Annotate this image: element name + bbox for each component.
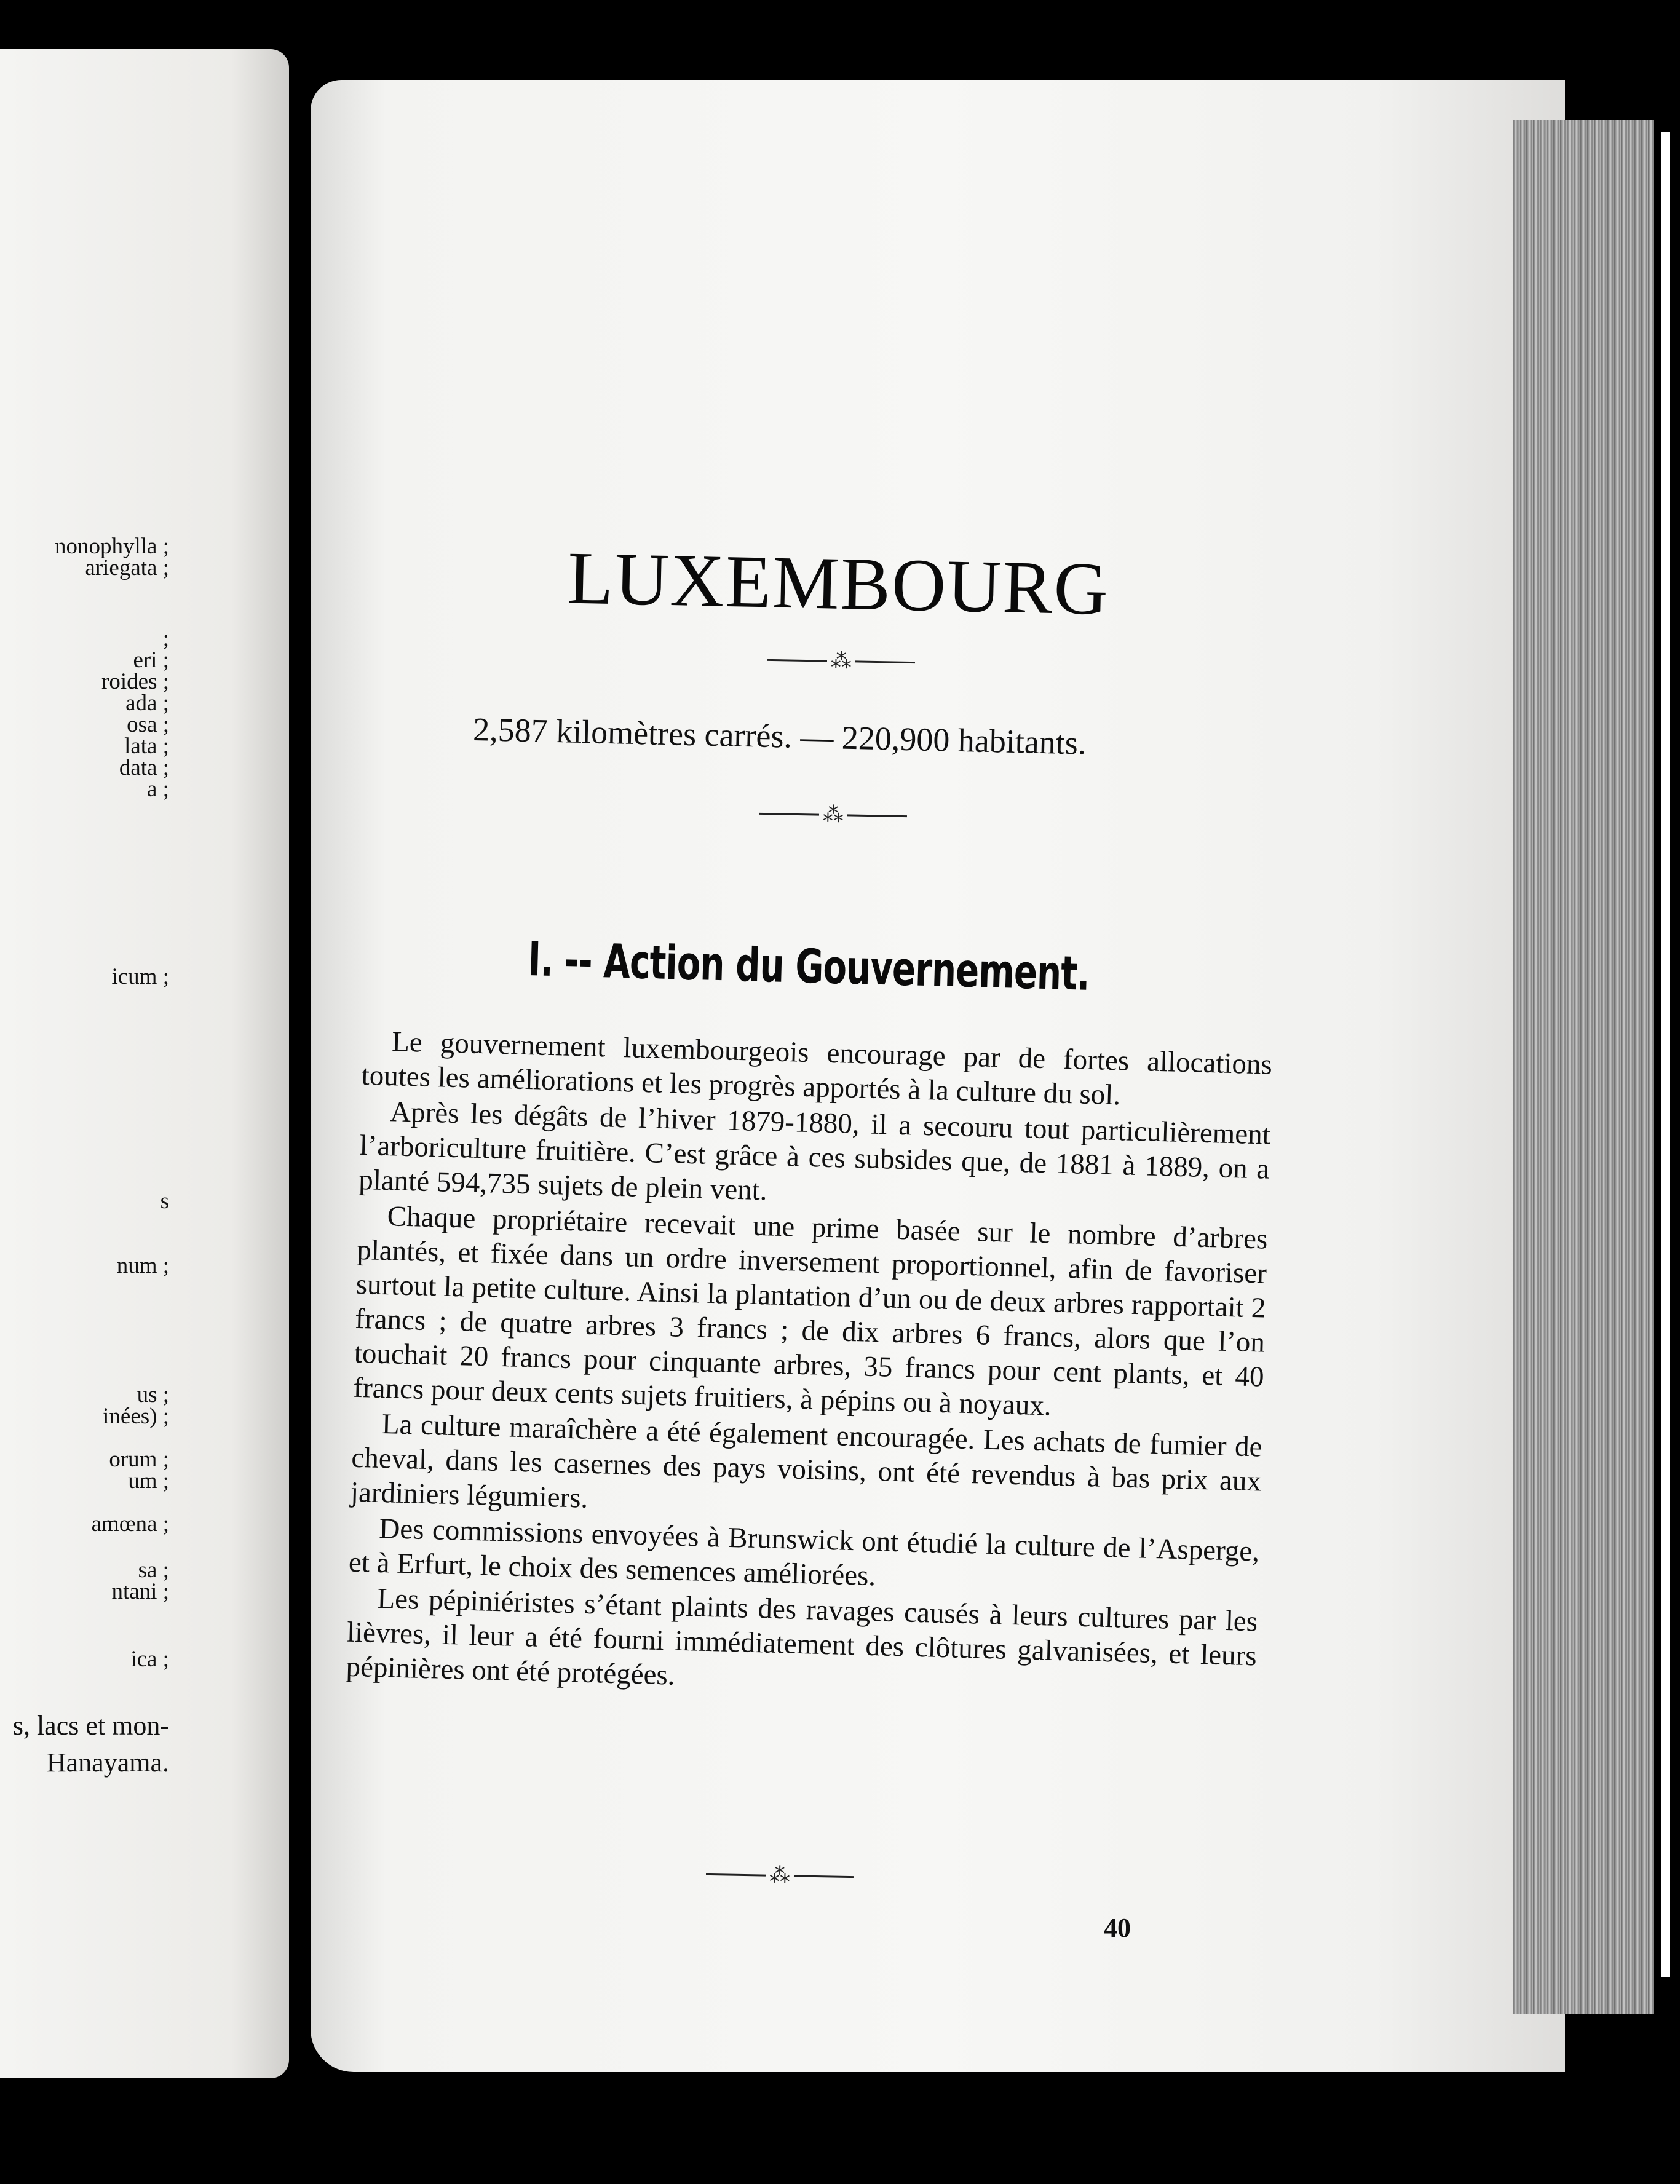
- left-page-fragment: orum ;: [109, 1447, 169, 1472]
- paragraph: Le gouvernement luxembourgeois encourage par de fortes allocations toutes les améliorations et les progrès apportés à la culture du sol.: [361, 1026, 1273, 1112]
- paragraph: Des commissions envoyées à Brunswick ont étudié la culture de l’Asperge, et à Erfurt, le choix des semences améliorées.: [348, 1512, 1260, 1593]
- left-page-fragment: um ;: [128, 1468, 169, 1494]
- left-page-fragment: s: [160, 1189, 169, 1214]
- page-subtitle: 2,587 kilomètres carrés. — 220,900 habitants.: [472, 710, 1087, 762]
- left-page-fragment: ariegata ;: [85, 555, 169, 580]
- left-page-fragment: Hanayama.: [46, 1747, 169, 1778]
- ornament-glyph: ⁂: [822, 802, 844, 828]
- left-page-fragment: ntani ;: [111, 1579, 169, 1604]
- left-page-fragment: us ;: [137, 1382, 169, 1407]
- section-heading: I. -- Action du Gouvernement.: [527, 932, 1090, 1001]
- ornament-divider-middle: [759, 802, 907, 828]
- left-page-fragment: roides ;: [101, 669, 169, 694]
- paragraph: Après les dégâts de l’hiver 1879-1880, il a secouru tout particulièrement l’arboriculture fruitière. C’est grâce à ces subsides que, de 1881 à 1889, on a planté 594,735 sujets de plein vent.: [358, 1096, 1271, 1207]
- left-page-fragment: amœna ;: [91, 1511, 169, 1537]
- left-page-fragment: ada ;: [125, 690, 169, 716]
- page-number: 40: [1104, 1913, 1131, 1943]
- left-page-fragment: a ;: [147, 777, 169, 802]
- page-edges: [1513, 120, 1654, 2014]
- left-page-fragment: lata ;: [124, 734, 169, 759]
- body-text: [346, 1024, 1273, 1709]
- book-spine-shadow: [289, 0, 314, 2184]
- left-page-fragment: data ;: [119, 755, 169, 780]
- left-page-fragment: nonophylla ;: [54, 534, 169, 559]
- left-page-fragment: ica ;: [130, 1647, 169, 1672]
- left-page-fragment: ;: [162, 626, 169, 651]
- paragraph: Les pépiniéristes s’étant plaints des ravages causés à leurs cultures par les lièvres, il leur a été fourni immédiatement des clôtures galvanisées, et leurs pépinières ont été protégées.: [345, 1582, 1258, 1691]
- page-title: LUXEMBOURG: [566, 536, 1111, 631]
- paragraph: Chaque propriétaire recevait une prime basée sur le nombre d’arbres plantés, et fixée dans un ordre inversement proportionnel, afin de favoriser surtout la petite culture. Ainsi la plantation d’un ou de deux arbres rapportait 2 francs ; de quatre arbres 3 francs ; de dix arbres 6 francs, alors que l’on touchait 20 francs pour cinquante arbres, 35 francs pour cent plants, et 40 francs pour deux cents sujets fruitiers, à pépins ou à noyaux.: [352, 1200, 1269, 1422]
- left-page-fragment: osa ;: [127, 712, 169, 737]
- left-page-fragment: eri ;: [133, 647, 169, 673]
- ornament-glyph: ⁂: [769, 1862, 791, 1888]
- left-page-fragment: inées) ;: [103, 1404, 169, 1429]
- paragraph: La culture maraîchère a été également encouragée. Les achats de fumier de cheval, dans les casernes des pays voisins, ont été revendus à bas prix aux jardiniers légumiers.: [350, 1408, 1263, 1514]
- left-page-fragment: icum ;: [111, 964, 169, 989]
- ornament-divider-top: [767, 648, 915, 674]
- ornament-glyph: ⁂: [830, 648, 852, 674]
- left-page-fragment: sa ;: [138, 1557, 169, 1583]
- left-page-fragment: num ;: [116, 1253, 169, 1278]
- ornament-divider-bottom: [706, 1862, 854, 1888]
- left-page-fragment: s, lacs et mon-: [12, 1711, 169, 1741]
